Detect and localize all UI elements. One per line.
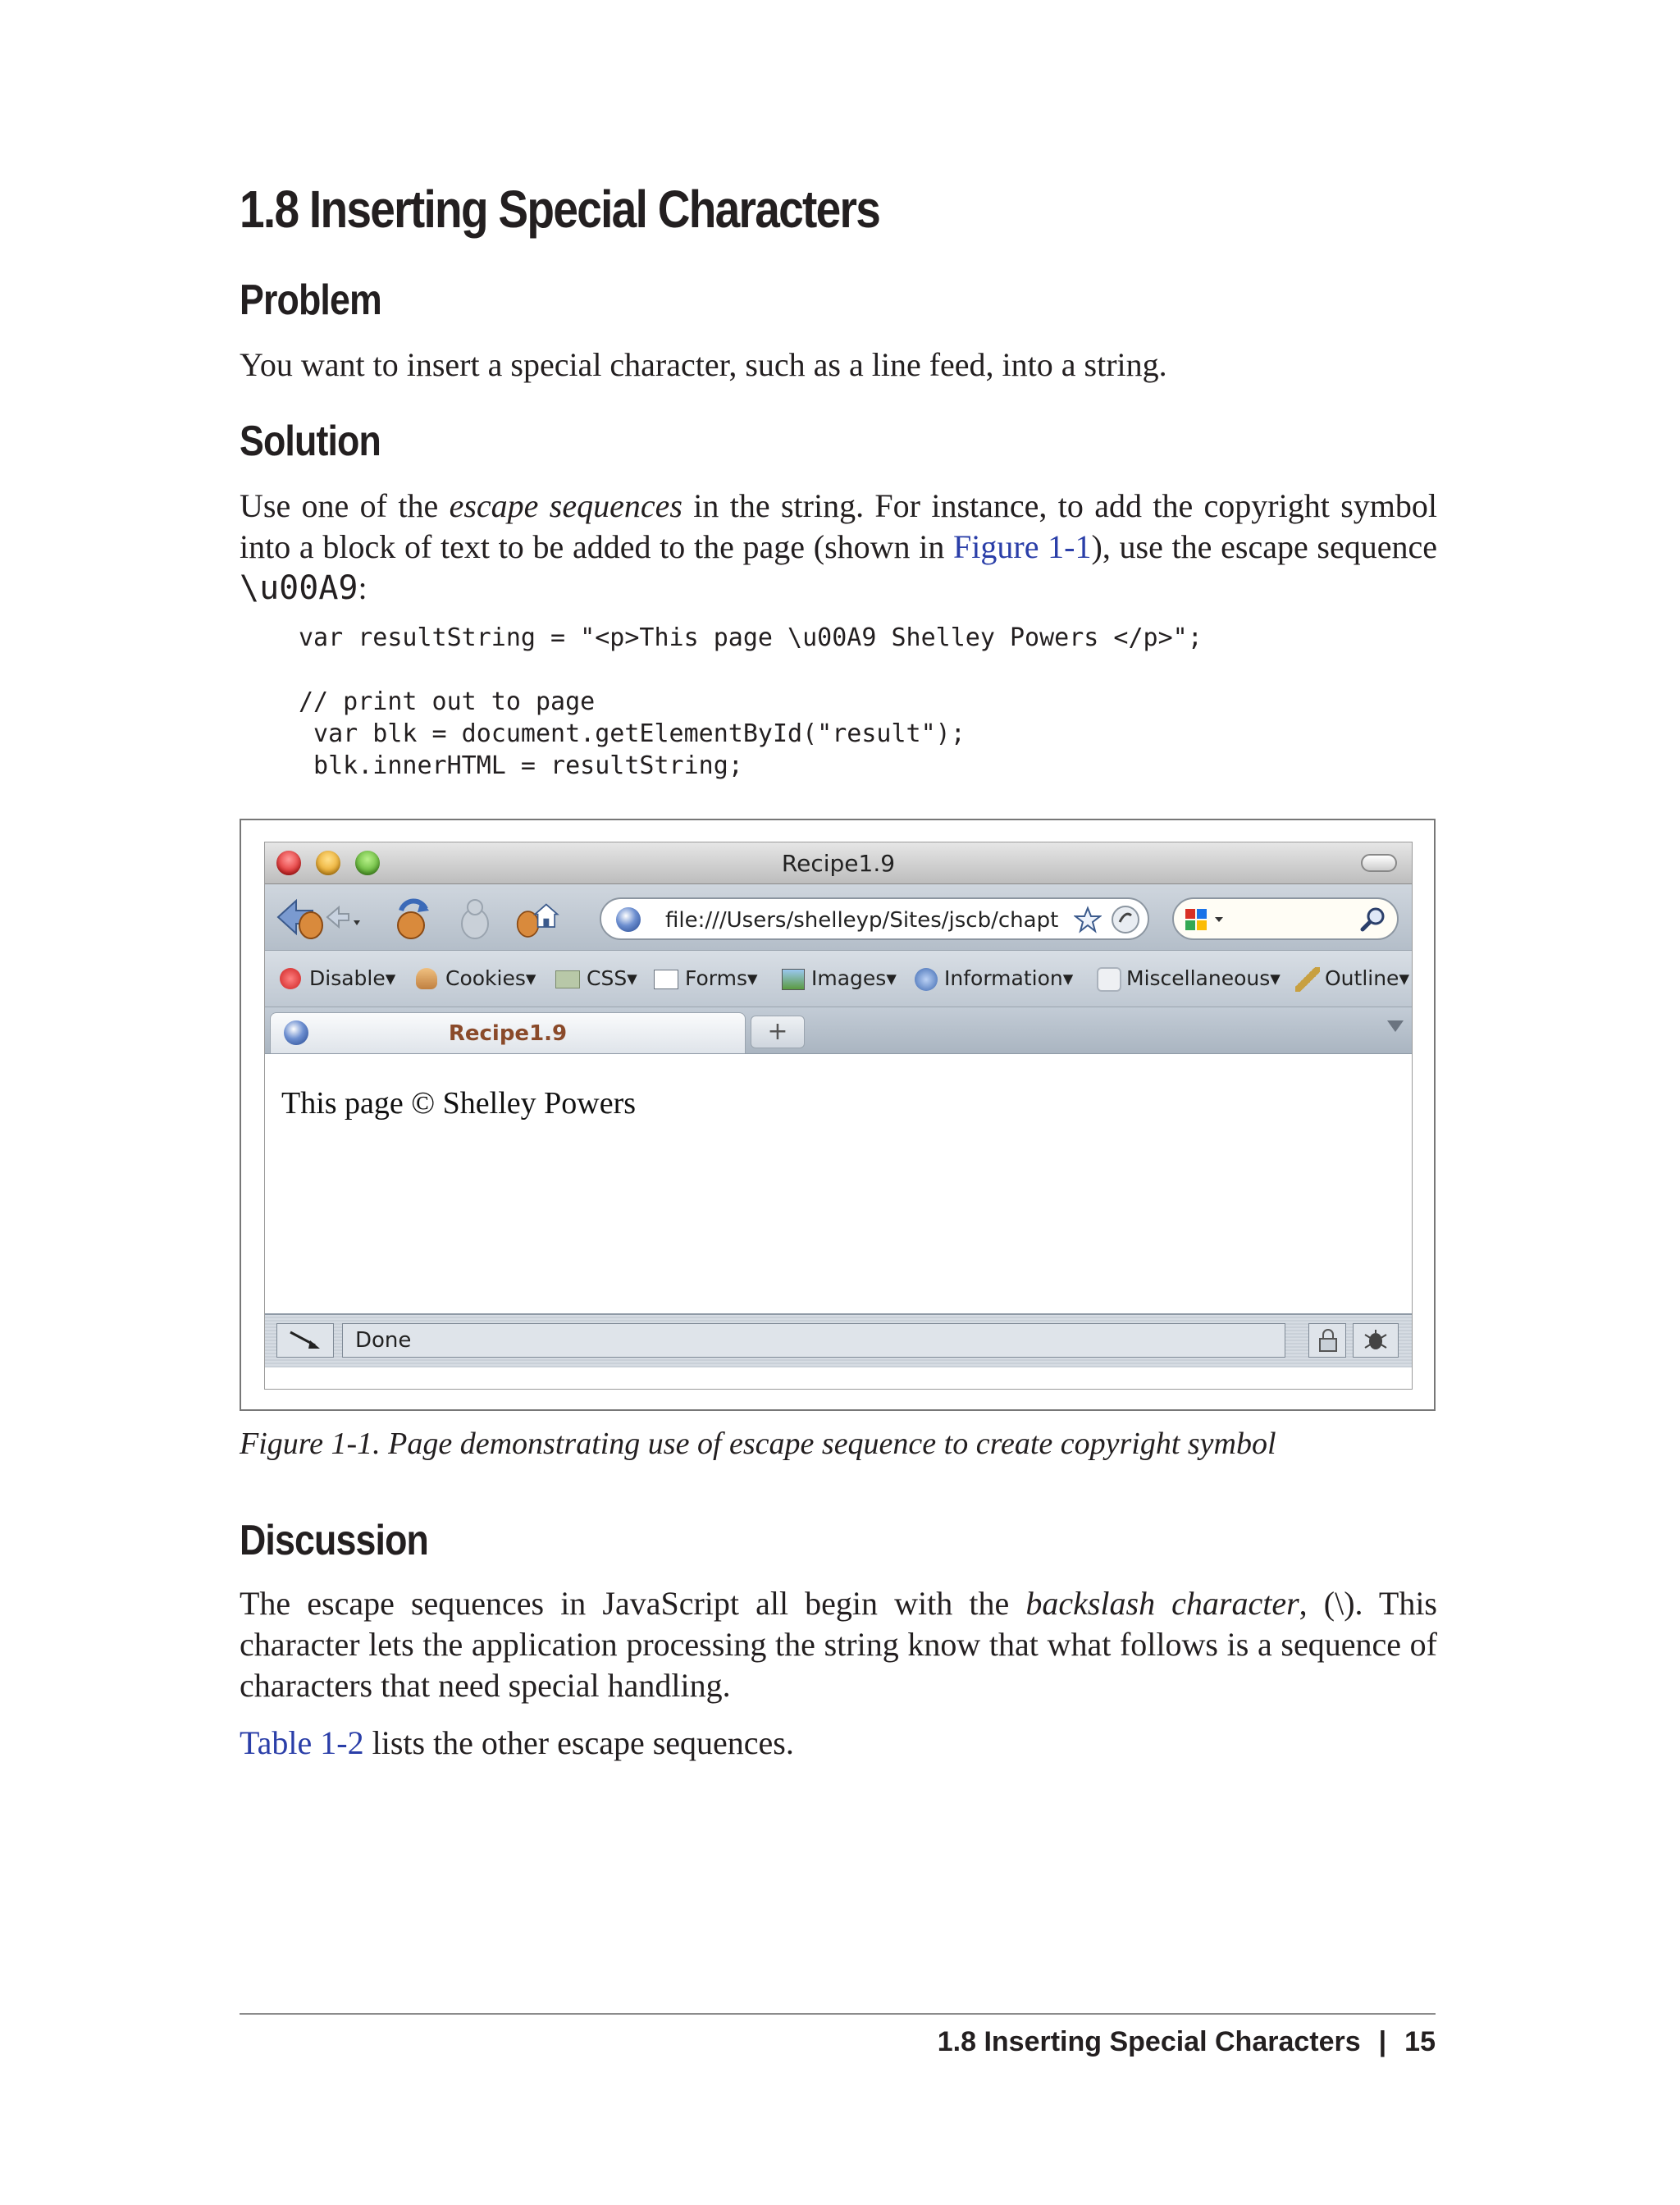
tab-list-chevron-down-icon[interactable] <box>1387 1020 1404 1032</box>
cookies-icon <box>416 968 437 989</box>
miscellaneous-icon <box>1097 967 1121 992</box>
figure-link[interactable]: Figure 1-1 <box>953 528 1092 565</box>
tab-label: Recipe1.9 <box>448 1021 568 1046</box>
information-icon <box>915 968 938 991</box>
navigation-toolbar <box>265 884 1412 951</box>
cursor-tool-icon <box>287 1329 323 1352</box>
toolbar-miscellaneous[interactable]: Miscellaneous▾ <box>1126 966 1281 990</box>
discussion-heading: Discussion <box>240 1517 428 1564</box>
page-content <box>265 1054 1412 1313</box>
code-listing: var resultString = "<p>This page \u00A9 Shelley Powers </p>"; // print out to page var blk = document.getElementById("result"); blk.innerHTML = resultString; <box>299 623 1203 780</box>
problem-heading: Problem <box>240 276 381 324</box>
status-text-cell <box>342 1323 1285 1358</box>
disable-icon <box>280 968 301 989</box>
backslash-term: backslash character <box>1025 1585 1299 1622</box>
site-identity-icon[interactable] <box>616 907 641 932</box>
lock-cell[interactable] <box>1308 1323 1346 1358</box>
bug-icon <box>1362 1328 1390 1353</box>
content-text: This page © Shelley Powers <box>281 1086 637 1121</box>
footer-section: 1.8 Inserting Special Characters <box>937 2026 1361 2057</box>
toolbar-toggle-button[interactable] <box>1361 854 1397 872</box>
discussion-paragraph-1: The escape sequences in JavaScript all begin with the backslash character, (\). This character lets the application processing the string know that what follows is a sequence of characters that need special handling. <box>240 1585 1437 1704</box>
css-icon <box>555 970 580 988</box>
tab-bar <box>265 1007 1412 1054</box>
search-engine-icon[interactable] <box>1184 906 1230 934</box>
problem-text: You want to insert a special character, such as a line feed, into a string. <box>240 346 1167 383</box>
toolbar-outline[interactable]: Outline▾ <box>1325 966 1409 990</box>
footer-rule <box>240 2013 1436 2015</box>
escape-sequences-term: escape sequences <box>449 487 682 524</box>
page-number: 15 <box>1404 2026 1436 2057</box>
go-icon[interactable] <box>1110 904 1141 935</box>
tab-recipe[interactable] <box>270 1012 746 1053</box>
solution-text: Use one of the escape sequences in the string. For instance, to add the copyright symbol into a block of text to be added to the page (shown in Figure 1-1), use the escape sequence \u00A9: <box>240 487 1438 607</box>
toolbar-disable[interactable]: Disable▾ <box>309 966 396 990</box>
toolbar-css[interactable]: CSS▾ <box>587 966 637 990</box>
figure-frame <box>240 819 1436 1411</box>
toolbar-cookies[interactable]: Cookies▾ <box>445 966 536 990</box>
figure-caption: Figure 1-1. Page demonstrating use of escape sequence to create copyright symbol <box>240 1427 1276 1461</box>
window-title: Recipe1.9 <box>781 850 896 877</box>
running-footer <box>938 2026 1436 2058</box>
firebug-cell[interactable] <box>1353 1323 1399 1358</box>
section-title: 1.8 Inserting Special Characters <box>240 180 880 239</box>
forms-icon <box>654 970 678 989</box>
url-bar[interactable] <box>600 897 1149 940</box>
status-text: Done <box>355 1328 412 1353</box>
title-bar <box>265 842 1412 884</box>
home-icon[interactable] <box>511 892 560 942</box>
reload-icon[interactable] <box>388 892 437 942</box>
toolbar-forms[interactable]: Forms▾ <box>685 966 758 990</box>
browser-window <box>264 842 1413 1390</box>
solution-heading: Solution <box>240 418 381 465</box>
toolbar-images[interactable]: Images▾ <box>811 966 897 990</box>
status-icon-cell[interactable] <box>276 1323 334 1358</box>
url-text[interactable]: file:///Users/shelleyp/Sites/jscb/chapt <box>665 908 1059 933</box>
table-link[interactable]: Table 1-2 <box>240 1724 364 1761</box>
outline-icon <box>1295 967 1320 992</box>
toolbar-information[interactable]: Information▾ <box>944 966 1074 990</box>
status-bar <box>265 1313 1412 1367</box>
bookmark-star-icon[interactable] <box>1074 906 1102 934</box>
web-developer-toolbar <box>265 951 1412 1007</box>
back-forward-icon[interactable] <box>273 892 363 942</box>
inline-code: \u00A9 <box>240 569 358 607</box>
search-icon[interactable] <box>1359 906 1387 934</box>
footer-separator: | <box>1378 2026 1387 2057</box>
search-box[interactable] <box>1172 897 1399 940</box>
new-tab-button[interactable]: + <box>751 1016 805 1048</box>
lock-icon <box>1316 1328 1340 1353</box>
stop-icon[interactable] <box>450 892 500 942</box>
discussion-paragraph-2: Table 1-2 lists the other escape sequences. <box>240 1724 794 1761</box>
images-icon <box>782 969 805 990</box>
